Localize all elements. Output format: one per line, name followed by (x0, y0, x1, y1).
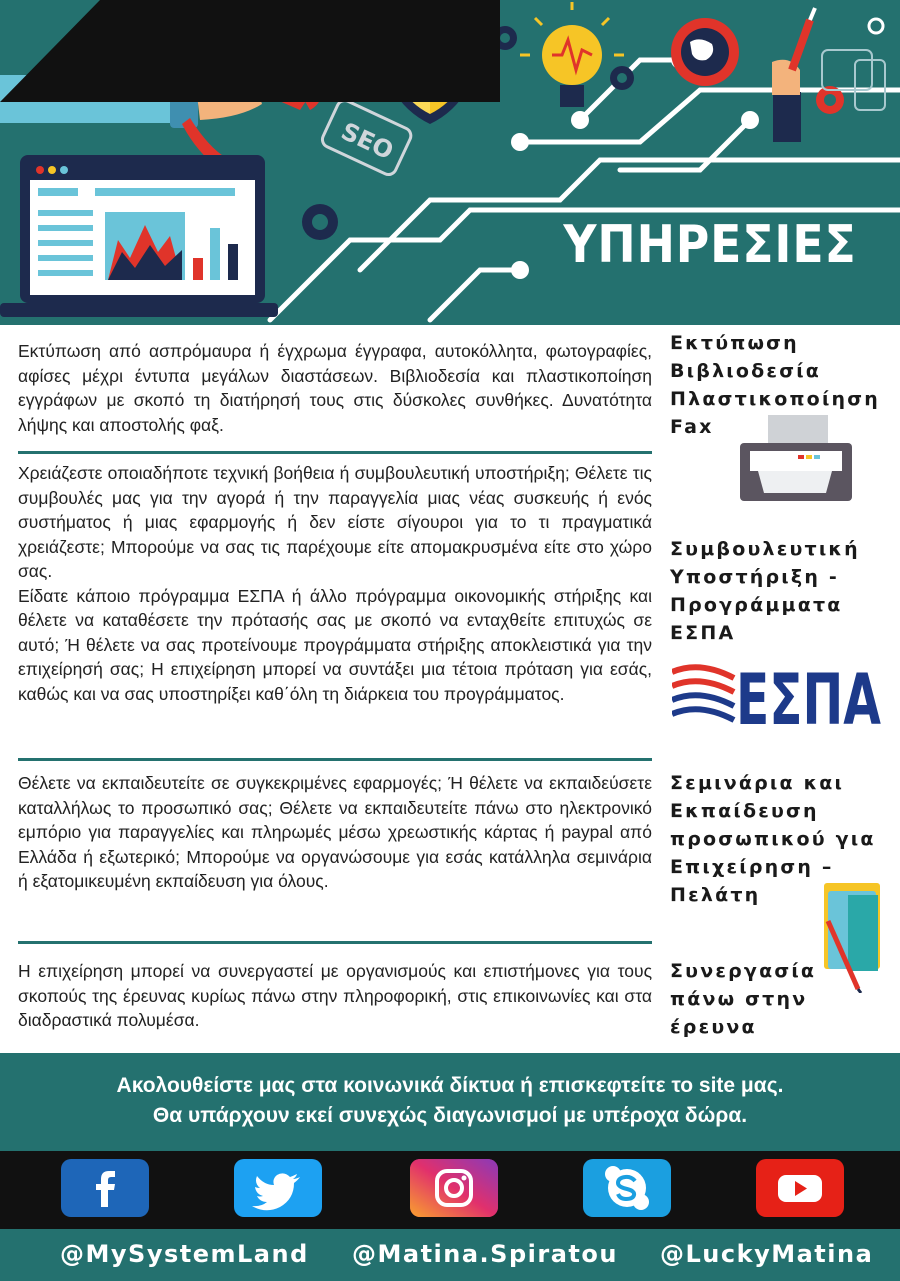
seo-tag-illustration (320, 98, 414, 177)
services-content (0, 325, 900, 1053)
section-consulting-title: Συμβουλευτική Υποστήριξη - Προγράμματα ΕΣΠΑ (670, 538, 860, 644)
espa-logo (672, 658, 887, 730)
section-divider (18, 941, 652, 944)
section-research-title: Συνεργασία πάνω στην έρευνα (670, 960, 817, 1038)
paragraph: Χρειάζεστε οποιαδήποτε τεχνική βοήθεια ή συμβουλευτική υποστήριξη; Θέλετε τις συμβουλές μας για την αγορά ή την παραγγελία μιας νέας συσκευής ή ενός συστήματος ή μιας εφαρμογής ή δεν είστε σίγουροι για το τι πραγματικά χρειάζεστε; Μπορούμε να σας τις παρέχουμε είτε απομακρυσμένα είτε στο χώρο σας. (18, 463, 652, 581)
section-divider (18, 451, 652, 454)
globe-gear-icon (671, 18, 739, 86)
instagram-icon (410, 1159, 498, 1217)
youtube-icon (756, 1159, 844, 1217)
page-title: ΥΠΗΡΕΣΙΕΣ (563, 215, 857, 275)
header-banner (0, 0, 900, 325)
skype-icon (583, 1159, 671, 1217)
screwdriver-hand-illustration (772, 8, 815, 142)
twitter-button[interactable] (234, 1159, 322, 1217)
section-consulting-text (18, 461, 652, 706)
handle-mysystemland[interactable]: @MySystemLand (60, 1240, 309, 1268)
twitter-icon (234, 1159, 322, 1217)
youtube-button[interactable] (756, 1159, 844, 1217)
printer-illustration (740, 415, 855, 505)
paragraph: Η επιχείρηση μπορεί να συνεργαστεί με οργανισμούς και επιστήμονες για τους σκοπούς της έρευνας κυρίως πάνω στην πληροφορική, στις επικοινωνίες και στα διαδραστικά πολυμέσα. (18, 961, 652, 1030)
paragraph: Εκτύπωση από ασπρόμαυρα ή έγχρωμα έγγραφα, αυτοκόλλητα, φωτογραφίες, αφίσες μέχρι έντυπα μεγάλων διαστάσεων. Βιβλιοδεσία και πλαστικοποίηση εγγράφων με σκοπό τη διατήρησή τους στις δύσκολες συνθήκες. Δυνατότητα λήψης και αποστολής φαξ. (18, 341, 652, 435)
svg-text:SEO: SEO (336, 117, 398, 166)
handle-matina-spiratou[interactable]: @Matina.Spiratou (352, 1240, 618, 1268)
section-training-text (18, 771, 652, 894)
handle-luckymatina[interactable]: @LuckyMatina (660, 1240, 874, 1268)
facebook-icon (61, 1159, 149, 1217)
skype-button[interactable] (583, 1159, 671, 1217)
paragraph: Είδατε κάποιο πρόγραμμα ΕΣΠΑ ή άλλο πρόγραμμα οικονομικής στήριξης και θέλετε να καταθέσετε την πρότασής σας με σκοπό να ενταχθείτε επιτυχώς σε αυτό; Ή θέλετε να σας προτείνουμε προγράμματα στήριξης αποκλειστικά για την επιχείρησή σας; Η επιχείρηση μπορεί να συντάξει μια τέτοια πρόταση για εσάς, καθώς και να σας υποστηρίξει καθ΄όλη τη διάρκεια του προγράμματος. (18, 585, 652, 704)
paragraph: Θέλετε να εκπαιδευτείτε σε συγκεκριμένες εφαρμογές; Ή θέλετε να εκπαιδεύσετε καταλλήλως το προσωπικό σας; Θέλετε να εκπαιδευτείτε πάνω στο ηλεκτρονικό εμπόριο για παραγγελίες και πληρωμές μέσω χρεωστικής κάρτας ή paypal από Ελλάδα ή εξωτερικό; Μπορούμε να οργανώσουμε για εσάς κατάλληλα σεμινάρια ή εξατομικευμένη εκπαίδευση για όλους. (18, 773, 652, 891)
section-research-text (18, 959, 652, 1033)
laptop-dashboard-illustration (0, 155, 278, 317)
section-printing-title: Εκτύπωση Βιβλιοδεσία Πλαστικοποίηση Fax (670, 332, 880, 438)
instagram-button[interactable] (410, 1159, 498, 1217)
section-printing-text (18, 339, 652, 437)
settings-gear-icon (869, 19, 883, 33)
section-training-title: Σεμινάρια και Εκπαίδευση προσωπικού για Επιχείρηση – Πελάτη (670, 772, 876, 906)
svg-text:ΕΣΠΑ: ΕΣΠΑ (736, 659, 881, 730)
facebook-button[interactable] (61, 1159, 149, 1217)
section-divider (18, 758, 652, 761)
title-band (0, 0, 500, 102)
footer-message: Ακολουθείστε μας στα κοινωνικά δίκτυα ή επισκεφτείτε το site μας. Θα υπάρχουν εκεί συνεχώς διαγωνισμοί με υπέροχα δώρα. (116, 1074, 784, 1127)
